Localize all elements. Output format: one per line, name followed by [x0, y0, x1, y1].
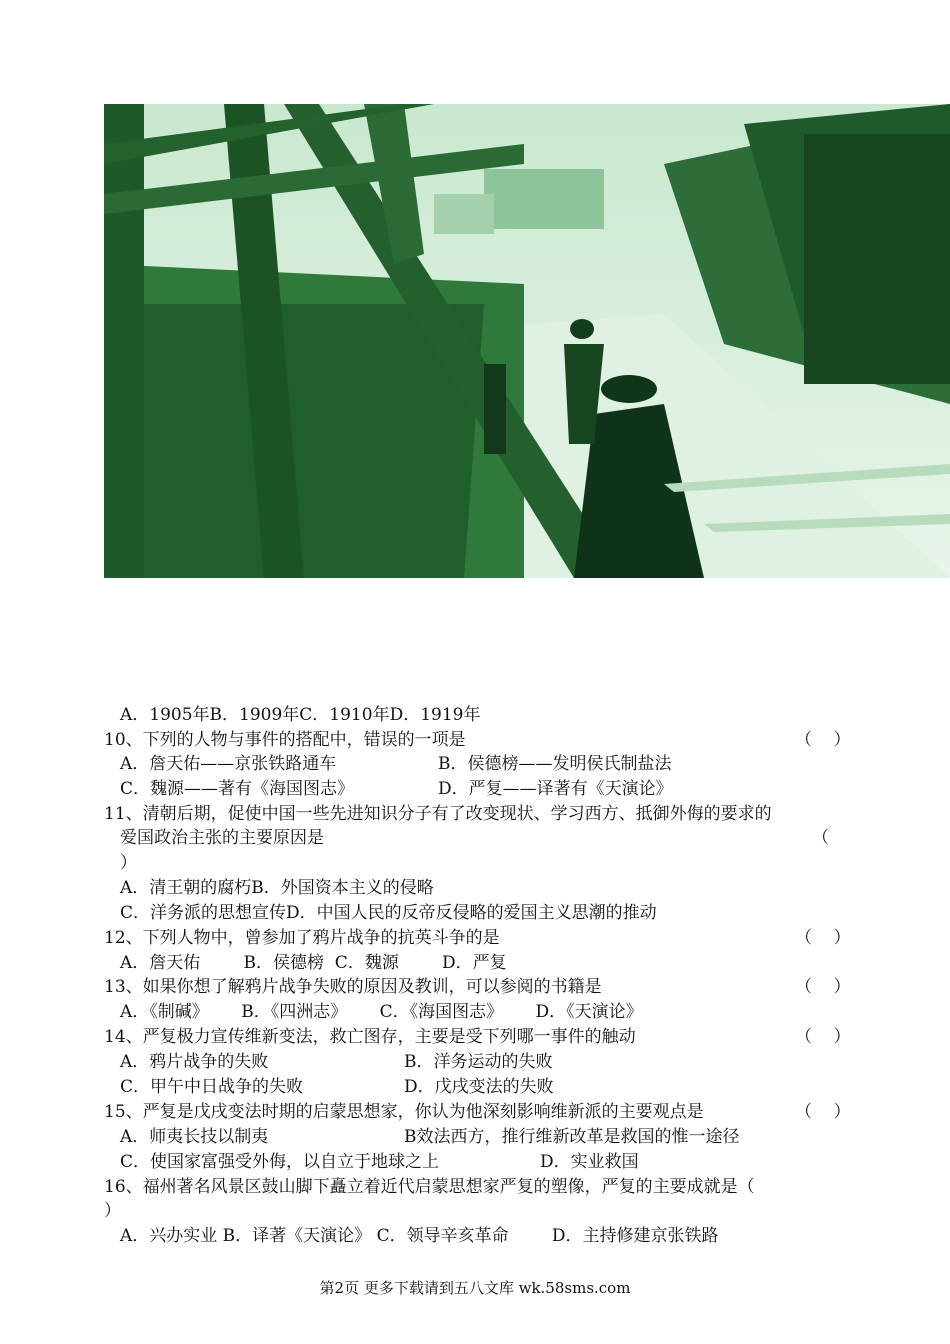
q13-answer-blank: （ ） [795, 977, 851, 997]
q16-answer-blank-close: ） [104, 1201, 121, 1221]
q13-options: A．《制碱》 B．《四洲志》 C．《海国图志》 D．《天演论》 [120, 1002, 643, 1022]
q14-option-c: C．甲午中日战争的失败 [120, 1077, 304, 1097]
q15-option-a: A．师夷长技以制夷 [120, 1127, 269, 1147]
q10-option-a: A．詹天佑——京张铁路通车 [120, 754, 337, 774]
q15-option-b: B效法西方，推行维新改革是救国的惟一途径 [404, 1127, 740, 1147]
q14-stem: 14、严复极力宣传维新变法，救亡图存，主要是受下列哪一事件的触动 [104, 1027, 636, 1047]
page-footer: 第2页 更多下载请到五八文库 wk.58sms.com [319, 1279, 631, 1297]
q11-options-ab: A．清王朝的腐朽B．外国资本主义的侵略 [120, 878, 434, 898]
q12-options: A．詹天佑 B．侯德榜 C．魏源 D．严复 [120, 953, 507, 973]
q14-option-b: B．洋务运动的失败 [404, 1052, 553, 1072]
q15-option-d: D．实业救国 [540, 1152, 639, 1172]
q10-stem: 10、下列的人物与事件的搭配中，错误的一项是 [104, 730, 466, 750]
q14-option-d: D．戊戌变法的失败 [404, 1077, 554, 1097]
q11-stem-2: 爱国政治主张的主要原因是 [120, 828, 324, 848]
q11-stem-1: 11、清朝后期，促使中国一些先进知识分子有了改变现状、学习西方、抵御外侮的要求的 [104, 804, 772, 824]
q11-answer-blank-close: ） [120, 853, 137, 873]
q16-options: A．兴办实业 B．译著《天演论》 C．领导辛亥革命 D．主持修建京张铁路 [120, 1226, 719, 1246]
q12-answer-blank: （ ） [795, 928, 851, 948]
photo-graphic [104, 104, 950, 578]
q11-answer-blank-open: （ [812, 828, 829, 848]
q11-options-cd: C．洋务派的思想宣传D．中国人民的反帝反侵略的爱国主义思潮的推动 [120, 903, 657, 923]
q14-answer-blank: （ ） [795, 1027, 851, 1047]
q10-option-d: D．严复——译著有《天演论》 [438, 779, 673, 799]
q10-option-b: B．侯德榜——发明侯氏制盐法 [438, 754, 672, 774]
q13-stem: 13、如果你想了解鸦片战争失败的原因及教训，可以参阅的书籍是 [104, 977, 602, 997]
q15-answer-blank: （ ） [795, 1102, 851, 1122]
q12-stem: 12、下列人物中，曾参加了鸦片战争的抗英斗争的是 [104, 928, 500, 948]
q9-options: A．1905年B．1909年C．1910年D．1919年 [120, 705, 481, 725]
q14-option-a: A．鸦片战争的失败 [120, 1052, 269, 1072]
q10-answer-blank: （ ） [795, 730, 851, 750]
historical-railway-photo [104, 104, 950, 578]
q15-stem: 15、严复是戊戌变法时期的启蒙思想家，你认为他深刻影响维新派的主要观点是 [104, 1102, 704, 1122]
q16-stem: 16、福州著名风景区鼓山脚下矗立着近代启蒙思想家严复的塑像，严复的主要成就是（ [104, 1177, 755, 1197]
q10-option-c: C．魏源——著有《海国图志》 [120, 779, 355, 799]
q15-option-c: C．使国家富强受外侮，以自立于地球之上 [120, 1152, 440, 1172]
